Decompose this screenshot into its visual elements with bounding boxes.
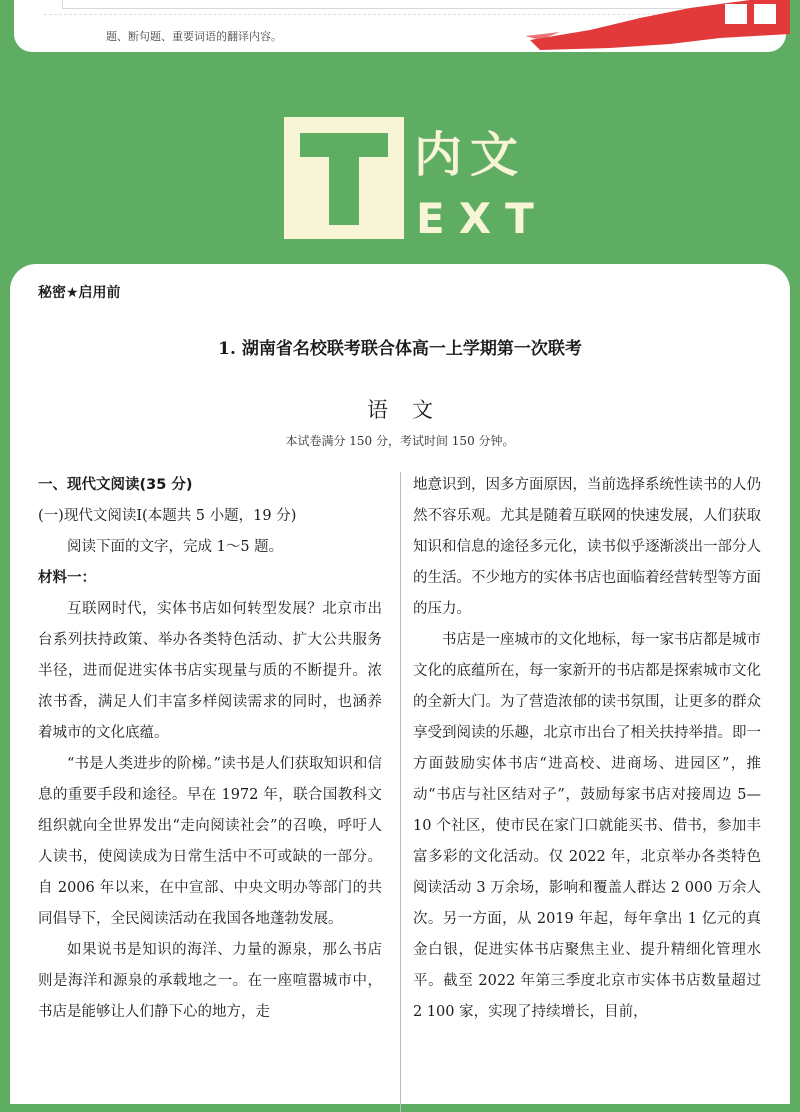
left-column [38, 470, 382, 1028]
exam-title: 1. 湖南省名校联考联合体高一上学期第一次联考 [218, 339, 582, 359]
logo-t-stem [329, 133, 359, 225]
paragraph: “书是人类进步的阶梯。”读书是人们获取知识和信息的重要手段和途径。早在 1972 年，联合国教科文组织就向全世界发出“走向阅读社会”的召唤，呼吁人人读书，使阅读成为日常生活中不可或缺的一部分。自 2006 年以来，在中宣部、中央文明办等部门的共同倡导下，全民阅读活动在我国各地蓬勃发展。 [38, 756, 382, 927]
column-divider [400, 472, 401, 1112]
logo-t-box [284, 117, 404, 239]
paragraph: 地意识到，因多方面原因，当前选择系统性读书的人仍然不容乐观。尤其是随着互联网的快速发展，人们获取知识和信息的途径多元化，读书似乎逐渐淡出一部分人的生活。不少地方的实体书店也面临着经营转型等方面的压力。 [413, 477, 761, 617]
subject-title: 语文 [367, 398, 457, 422]
section-title-en: EXT [416, 194, 548, 243]
section-title-cn: 内文 [414, 127, 527, 183]
material-label: 材料一： [38, 570, 96, 586]
section-heading: 一、现代文阅读(35 分) [38, 477, 193, 493]
top-card-text: 题、断句题、重要词语的翻译内容。 [106, 30, 282, 43]
instruction: 阅读下面的文字，完成 1～5 题。 [67, 539, 284, 555]
secret-label: 秘密★启用前 [38, 285, 121, 301]
paragraph: 书店是一座城市的文化地标，每一家书店都是城市文化的底蕴所在，每一家新开的书店都是探索城市文化的全新大门。为了营造浓郁的读书氛围，让更多的群众享受到阅读的乐趣，北京市出台了相关扶持举措。即一方面鼓励实体书店“进高校、进商场、进园区”，推动“书店与社区结对子”，鼓励每家书店对接周边 5—10 个社区，使市民在家门口就能买书、借书，参加丰富多彩的文化活动。仅 2022 年，北京举办各类特色阅读活动 3 万余场，影响和覆盖人群达 2 000 万余人次。另一方面，从 2019 年起，每年拿出 1 亿元的真金白银，促进实体书店聚焦主业、提升精细化管理水平。截至 2022 年第三季度北京市实体书店数量超过 2 100 家，实现了持续增长，目前， [413, 632, 761, 1020]
paragraph: 互联网时代，实体书店如何转型发展？北京市出台系列扶持政策、举办各类特色活动、扩大公共服务半径，进而促进实体书店实现量与质的不断提升。浓浓书香，满足人们丰富多样阅读需求的同时，也涵养着城市的文化底蕴。 [38, 601, 382, 741]
right-column [413, 470, 761, 1028]
exam-note: 本试卷满分 150 分，考试时间 150 分钟。 [285, 434, 515, 448]
sub-heading: (一)现代文阅读Ⅰ(本题共 5 小题，19 分) [38, 508, 297, 524]
red-brush-stamp-icon [520, 0, 790, 52]
paragraph: 如果说书是知识的海洋、力量的源泉，那么书店则是海洋和源泉的承载地之一。在一座喧嚣城市中，书店是能够让人们静下心的地方，走 [38, 942, 382, 1020]
exam-paper [10, 264, 790, 1104]
